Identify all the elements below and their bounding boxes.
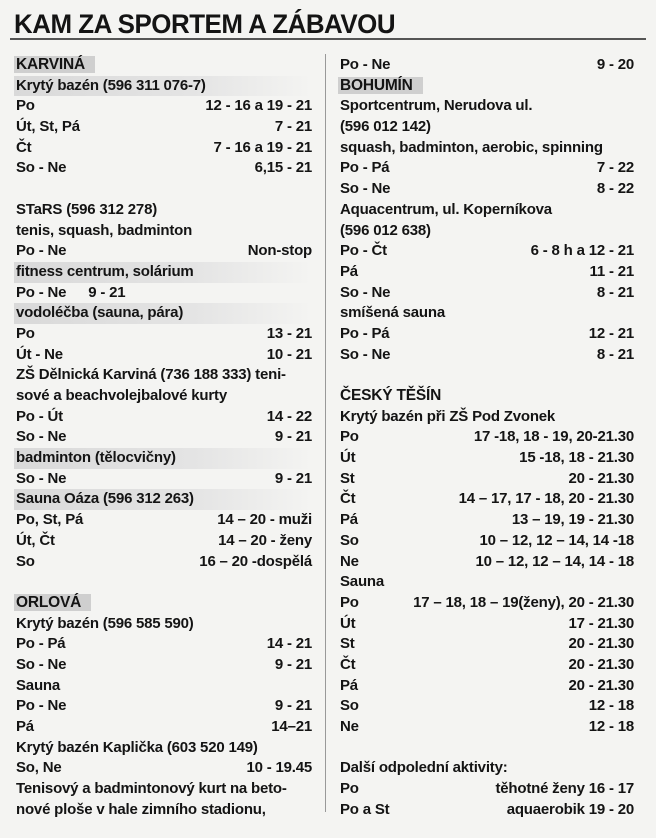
schedule-row: [16, 696, 312, 717]
time-value: 20 - 21.30: [568, 635, 634, 653]
time-value: 9 - 21: [274, 655, 312, 673]
time-value: 12 - 18: [588, 718, 634, 735]
venue-sub: Sauna: [340, 573, 385, 591]
right-column: [340, 55, 634, 820]
time-value: 13 - 21: [266, 324, 312, 342]
day-label: Út - Ne: [16, 345, 63, 363]
day-label: Po - Ne: [16, 283, 67, 301]
schedule-row: [340, 552, 634, 573]
section-heading: BOHUMÍN: [338, 77, 423, 94]
schedule-row: [16, 96, 312, 117]
day-label: Po - Út: [16, 407, 63, 425]
time-value: 7 - 16 a 19 - 21: [213, 138, 312, 156]
time-value: 9 - 21: [274, 697, 312, 715]
venue-sports: squash, badminton, aerobic, spinning: [340, 138, 603, 156]
time-value: 10 - 19.45: [246, 759, 312, 777]
day-label: Po - Ne: [16, 697, 67, 715]
schedule-row: [16, 138, 312, 159]
column-divider: [325, 54, 326, 812]
time-value: 10 - 21: [266, 345, 312, 363]
schedule-row: [340, 800, 634, 821]
schedule-row: [16, 531, 312, 552]
venue-sub: smíšená sauna: [340, 304, 445, 322]
day-label: So: [340, 531, 359, 549]
venue-phone: (596 012 142): [340, 118, 431, 136]
day-label: Po: [16, 97, 35, 115]
schedule-row: [340, 676, 634, 697]
time-value: 6,15 - 21: [254, 159, 312, 177]
schedule-row: [16, 345, 312, 366]
time-value: 15 -18, 18 - 21.30: [519, 449, 634, 467]
day-label: Po a St: [340, 800, 390, 818]
day-label: Čt: [340, 490, 356, 508]
time-value: 14 – 20 - ženy: [218, 531, 312, 549]
spacer: [16, 179, 312, 200]
day-label: Po, St, Pá: [16, 511, 84, 529]
schedule-row: [16, 407, 312, 428]
schedule-row: [340, 593, 634, 614]
spacer: [340, 365, 634, 386]
venue-sub: badminton (tělocvičny): [14, 448, 312, 469]
day-label: Po: [340, 593, 359, 611]
time-value: 12 - 21: [588, 324, 634, 342]
schedule-row: [340, 614, 634, 635]
time-value: 20 - 21.30: [568, 655, 634, 673]
time-value: 9 - 21: [274, 428, 312, 446]
section-orlova: [16, 593, 312, 614]
day-label: So - Ne: [340, 283, 391, 301]
day-label: Po - Ne: [340, 56, 391, 73]
day-label: So: [340, 697, 359, 715]
day-label: Út: [340, 449, 356, 467]
day-label: Čt: [16, 138, 32, 156]
venue-phone: (596 012 638): [340, 221, 431, 239]
venue-name: nové ploše v hale zimního stadionu,: [16, 800, 266, 818]
day-label: Čt: [340, 655, 356, 673]
left-column: [16, 55, 312, 820]
time-value: 6 - 8 h a 12 - 21: [530, 242, 634, 260]
day-label: Po: [340, 780, 359, 798]
day-label: So - Ne: [16, 655, 67, 673]
day-label: Po - Pá: [340, 324, 390, 342]
section-bohumin: [340, 76, 634, 97]
schedule-row: [16, 241, 312, 262]
venue-name: ZŠ Dělnická Karviná (736 188 333) teni-: [16, 366, 286, 384]
time-value: 20 - 21.30: [568, 676, 634, 694]
schedule-row: [340, 779, 634, 800]
time-value: 20 - 21.30: [568, 469, 634, 487]
time-value: 14 – 17, 17 - 18, 20 - 21.30: [458, 490, 634, 508]
time-value: aquaerobik 19 - 20: [506, 800, 634, 818]
schedule-row: [340, 510, 634, 531]
schedule-row: [340, 324, 634, 345]
schedule-row: [340, 655, 634, 676]
section-heading: ORLOVÁ: [14, 594, 91, 611]
time-value: 17 – 18, 18 – 19(ženy), 20 - 21.30: [413, 593, 634, 611]
schedule-row: [16, 758, 312, 779]
time-value: 14–21: [271, 718, 312, 735]
venue-sub: fitness centrum, solárium: [14, 262, 312, 283]
schedule-row: [340, 427, 634, 448]
schedule-row: [340, 448, 634, 469]
schedule-row: [340, 179, 634, 200]
venue-name: Krytý bazén při ZŠ Pod Zvonek: [340, 407, 556, 425]
time-value: Non-stop: [247, 242, 312, 260]
schedule-row: [340, 283, 634, 304]
schedule-row: [16, 158, 312, 179]
day-label: Út, Čt: [16, 531, 55, 549]
schedule-row: [16, 717, 312, 738]
day-label: Ne: [340, 552, 359, 570]
day-label: Po - Pá: [340, 159, 390, 177]
schedule-row: [340, 158, 634, 179]
schedule-row: [16, 427, 312, 448]
venue-name: Krytý bazén (596 311 076-7): [14, 76, 312, 97]
schedule-row: [16, 510, 312, 531]
time-value: 14 – 20 - muži: [217, 511, 312, 529]
day-label: St: [340, 635, 355, 653]
time-value: 9 - 21: [88, 283, 126, 301]
time-value: těhotné ženy 16 - 17: [495, 780, 634, 798]
time-value: 14 - 22: [266, 407, 312, 425]
time-value: 9 - 21: [274, 469, 312, 487]
venue-name: STaRS (596 312 278): [16, 200, 158, 218]
day-label: Út, St, Pá: [16, 118, 80, 136]
time-value: 10 – 12, 12 – 14, 14 - 18: [475, 552, 634, 570]
schedule-row: [340, 696, 634, 717]
venue-name: Sportcentrum, Nerudova ul.: [340, 97, 533, 115]
schedule-row: [16, 324, 312, 345]
day-label: So - Ne: [16, 469, 67, 487]
spacer: [340, 738, 634, 759]
time-value: 7 - 21: [274, 118, 312, 136]
day-label: Po: [340, 428, 359, 446]
day-label: So, Ne: [16, 759, 62, 777]
time-value: 12 - 18: [588, 697, 634, 715]
venue-sports: tenis, squash, badminton: [16, 221, 193, 239]
time-value: 9 - 20: [596, 56, 634, 73]
schedule-row: [340, 345, 634, 366]
day-label: Út: [340, 614, 356, 632]
day-label: Po - Ne: [16, 242, 67, 260]
day-label: So - Ne: [16, 428, 67, 446]
venue-name: Sauna Oáza (596 312 263): [14, 489, 312, 510]
venue-name: Tenisový a badmintonový kurt na beto-: [16, 780, 287, 798]
time-value: 8 - 21: [596, 283, 634, 301]
time-value: 13 – 19, 19 - 21.30: [511, 511, 634, 529]
time-value: 12 - 16 a 19 - 21: [205, 97, 312, 115]
day-label: So - Ne: [340, 180, 391, 198]
day-label: Ne: [340, 718, 359, 735]
section-karvina: [16, 55, 312, 76]
time-value: 14 - 21: [266, 635, 312, 653]
schedule-row: [16, 469, 312, 490]
schedule-row: [16, 552, 312, 573]
day-label: Pá: [340, 262, 358, 280]
section-tesin: ČESKÝ TĚŠÍN: [340, 387, 442, 404]
venue-sub: vodoléčba (sauna, pára): [14, 303, 312, 324]
title-rule: [10, 38, 646, 40]
schedule-row: [340, 469, 634, 490]
venue-sub: Sauna: [16, 676, 61, 694]
page-title: KAM ZA SPORTEM A ZÁBAVOU: [14, 9, 396, 39]
schedule-row: [340, 241, 634, 262]
day-label: So - Ne: [340, 345, 391, 363]
schedule-row: [340, 717, 634, 738]
spacer: [16, 572, 312, 593]
section-heading: KARVINÁ: [14, 56, 95, 73]
time-value: 11 - 21: [589, 262, 634, 280]
venue-name: Krytý bazén (596 585 590): [16, 614, 194, 632]
time-value: 17 -18, 18 - 19, 20-21.30: [473, 428, 634, 446]
day-label: So: [16, 552, 35, 570]
time-value: 16 – 20 -dospělá: [199, 552, 312, 570]
venue-name: sové a beachvolejbalové kurty: [16, 387, 227, 404]
day-label: Pá: [16, 718, 34, 735]
day-label: Pá: [340, 676, 358, 694]
schedule-row: [340, 55, 634, 76]
schedule-row: [16, 117, 312, 138]
schedule-row: [340, 262, 634, 283]
venue-name: Krytý bazén Kaplička (603 520 149): [16, 738, 258, 756]
day-label: So - Ne: [16, 159, 67, 177]
schedule-row: [16, 283, 312, 304]
time-value: 10 – 12, 12 – 14, 14 -18: [479, 531, 634, 549]
schedule-row: [16, 634, 312, 655]
time-value: 7 - 22: [596, 159, 634, 177]
venue-sub: Další odpolední aktivity:: [340, 759, 508, 777]
schedule-row: [340, 634, 634, 655]
day-label: Po - Pá: [16, 635, 66, 653]
time-value: 8 - 22: [596, 180, 634, 198]
day-label: St: [340, 469, 355, 487]
time-value: 17 - 21.30: [568, 614, 634, 632]
day-label: Po - Čt: [340, 242, 387, 260]
time-value: 8 - 21: [596, 345, 634, 363]
schedule-row: [16, 655, 312, 676]
venue-name: Aquacentrum, ul. Koperníkova: [340, 200, 552, 218]
schedule-row: [340, 489, 634, 510]
schedule-row: [340, 531, 634, 552]
day-label: Po: [16, 324, 35, 342]
day-label: Pá: [340, 511, 358, 529]
